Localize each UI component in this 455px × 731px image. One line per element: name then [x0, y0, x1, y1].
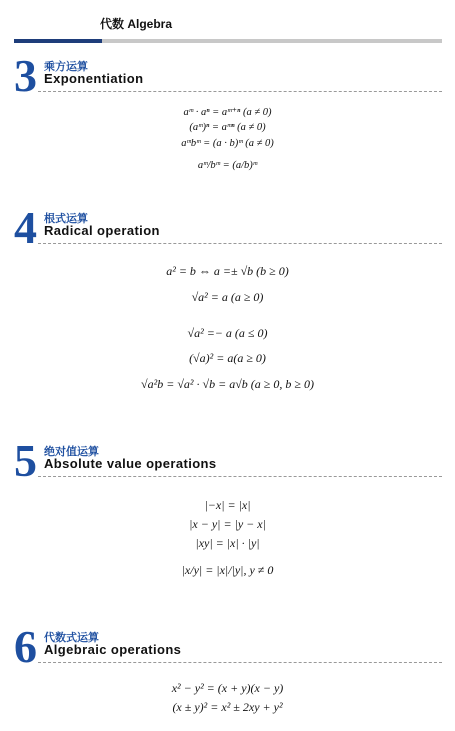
section-title-en: Exponentiation: [44, 71, 144, 86]
section-exponentiation: [14, 50, 442, 101]
section-number: 3: [14, 50, 37, 101]
section-title-en: Algebraic operations: [44, 642, 182, 657]
formula: aᵐ · aⁿ = aᵐ⁺ⁿ (a ≠ 0): [183, 107, 272, 118]
formula: aᵐbᵐ = (a · b)ᵐ (a ≠ 0): [181, 138, 274, 149]
section-divider: [38, 662, 442, 663]
formula: |x/y| = |x|/|y|, y ≠ 0: [181, 563, 274, 577]
section-title-cn: 乘方运算: [44, 61, 88, 73]
formula: |xy| = |x| · |y|: [195, 536, 260, 550]
section-radical-operation: [14, 202, 442, 253]
section-title-cn: 代数式运算: [44, 632, 99, 644]
section-title-cn: 绝对值运算: [44, 446, 99, 458]
section-divider: [38, 243, 442, 244]
formula: √a² = a (a ≥ 0): [191, 290, 264, 304]
page-title: 代数 Algebra: [100, 17, 173, 31]
formula: a² = b ⇔ a =± √b (b ≥ 0): [166, 264, 289, 278]
header-divider: [14, 39, 442, 43]
section-number: 6: [14, 621, 37, 672]
section-divider: [38, 91, 442, 92]
formula: (aᵐ)ⁿ = aᵐⁿ (a ≠ 0): [189, 122, 266, 133]
section-number: 4: [14, 202, 37, 253]
section-title-en: Absolute value operations: [44, 456, 217, 471]
formula: |−x| = |x|: [204, 498, 251, 512]
section-title-en: Radical operation: [44, 223, 160, 238]
section-absolute-value: [14, 435, 442, 486]
formula: √a²b = √a² · √b = a√b (a ≥ 0, b ≥ 0): [141, 377, 314, 391]
header-divider-accent: [14, 39, 102, 43]
formula: |x − y| = |y − x|: [189, 517, 266, 531]
formula: aᵐ/bᵐ = (a/b)ᵐ: [197, 160, 258, 171]
section-algebraic-operations: [14, 621, 442, 672]
formula: (√a)² = a(a ≥ 0): [189, 351, 266, 365]
section-number: 5: [14, 435, 37, 486]
formula: √a² =− a (a ≤ 0): [187, 326, 268, 340]
formula: (x ± y)² = x² ± 2xy + y²: [172, 700, 283, 714]
section-title-cn: 根式运算: [44, 213, 88, 225]
section-divider: [38, 476, 442, 477]
formula: x² − y² = (x + y)(x − y): [171, 681, 284, 695]
